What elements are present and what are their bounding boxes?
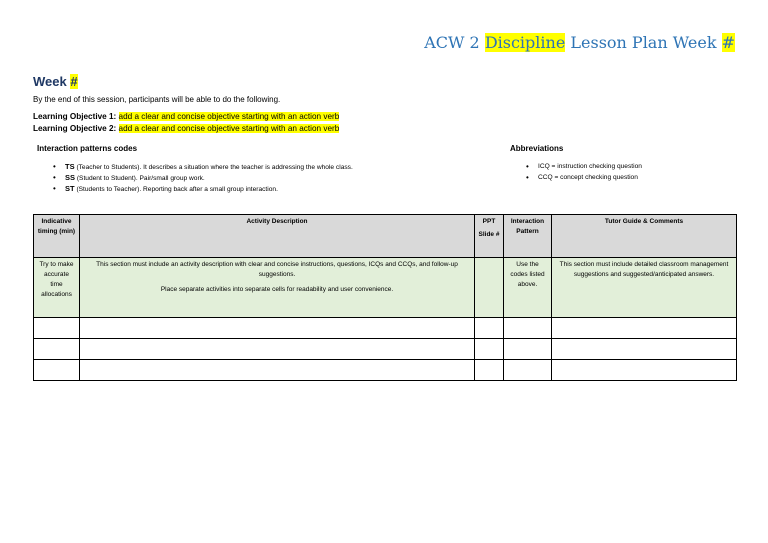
week-heading-label: Week [33,74,71,89]
table-row [34,339,737,360]
abbreviations-heading: Abbreviations [510,144,564,153]
cell-activity[interactable] [80,318,475,339]
list-item [49,183,353,194]
cell-tutor[interactable]: This section must include detailed classroom management suggestions and suggested/anticipated answers. [552,258,737,318]
list-item: • ICQ = instruction checking question [522,161,642,172]
learning-objective-1 [33,112,339,121]
list-item: • CCQ = concept checking question [522,172,642,183]
cell-ppt[interactable] [475,339,504,360]
header-ppt-slide [475,215,504,258]
table-header-row [34,215,737,258]
cell-tutor[interactable] [552,318,737,339]
cell-activity[interactable] [80,360,475,381]
cell-activity[interactable] [80,258,475,318]
title-discipline-highlight: Discipline [484,33,566,52]
title-week-number-highlight: # [721,33,735,52]
header-interaction-pattern: Interaction Pattern [504,215,552,258]
cell-ppt[interactable] [475,360,504,381]
week-heading-highlight: # [70,74,78,89]
list-item [49,172,353,183]
header-ppt-line1: PPT [482,218,496,225]
activity-instruction: This section must include an activity description with clear and concise instructions, questions, ICQs and CCQs, and follow-up suggestions. [96,261,458,278]
cell-tutor[interactable] [552,360,737,381]
header-activity: Activity Description [80,215,475,258]
cell-timing[interactable] [34,360,80,381]
intro-text: By the end of this session, participants will be able to do the following. [33,95,281,104]
title-prefix: ACW 2 [424,33,485,52]
lesson-plan-table [33,214,737,381]
cell-timing[interactable] [34,318,80,339]
objective-text: add a clear and concise objective starting with an action verb [118,112,340,121]
cell-ppt[interactable] [475,318,504,339]
cell-timing[interactable]: Try to make accurate time allocations [34,258,80,318]
abbreviations-list [522,161,642,183]
document-title [424,33,735,52]
list-item [49,161,353,172]
objective-text: add a clear and concise objective starting with an action verb [118,124,340,133]
code-description: (Students to Teacher). Reporting back after a small group interaction. [76,186,278,193]
cell-activity[interactable] [80,339,475,360]
table-row [34,318,737,339]
header-tutor-guide: Tutor Guide & Comments [552,215,737,258]
code-ts: TS [65,162,75,171]
objective-label: Learning Objective 2: [33,124,117,133]
cell-tutor[interactable] [552,339,737,360]
code-description: (Student to Student). Pair/small group work. [76,175,205,182]
title-middle: Lesson Plan Week [565,33,722,52]
week-heading [33,74,78,89]
cell-interaction[interactable] [504,360,552,381]
code-st: ST [65,184,75,193]
cell-interaction[interactable] [504,318,552,339]
table-row [34,258,737,318]
interaction-patterns-heading: Interaction patterns codes [37,144,138,153]
interaction-patterns-list [49,161,353,194]
cell-timing[interactable] [34,339,80,360]
code-description: (Teacher to Students). It describes a situation where the teacher is addressing the whole class. [76,164,353,171]
activity-note: Place separate activities into separate cells for readability and user convenience. [160,286,394,293]
cell-ppt[interactable] [475,258,504,318]
header-ppt-line2: Slide # [478,231,500,238]
code-ss: SS [65,173,76,182]
learning-objective-2 [33,124,339,133]
objective-label: Learning Objective 1: [33,112,117,121]
cell-interaction[interactable]: Use the codes listed above. [504,258,552,318]
header-timing: Indicative timing (min) [34,215,80,258]
cell-interaction[interactable] [504,339,552,360]
table-row [34,360,737,381]
